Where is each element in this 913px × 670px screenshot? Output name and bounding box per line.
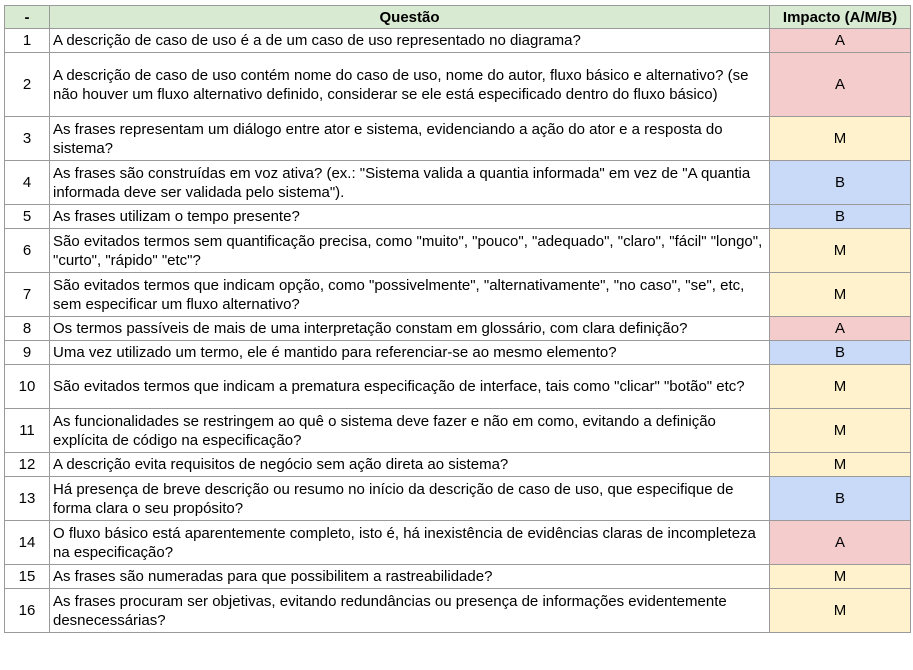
row-number: 1 (5, 29, 50, 53)
row-number: 10 (5, 365, 50, 409)
header-impact: Impacto (A/M/B) (770, 6, 911, 29)
row-number: 5 (5, 205, 50, 229)
row-number: 2 (5, 53, 50, 117)
table-row (5, 341, 911, 365)
impact-cell: B (770, 477, 911, 521)
question-text: São evitados termos que indicam a prematura especificação de interface, tais como "clicar" "botão" etc? (50, 365, 770, 409)
table-row (5, 229, 911, 273)
question-text: As frases representam um diálogo entre ator e sistema, evidenciando a ação do ator e a resposta do sistema? (50, 117, 770, 161)
question-text: A descrição de caso de uso contém nome do caso de uso, nome do autor, fluxo básico e alternativo? (se não houver um fluxo alternativo definido, considerar se ele está especificado dentro do fluxo básico) (50, 53, 770, 117)
table-row (5, 273, 911, 317)
impact-cell: B (770, 341, 911, 365)
row-number: 8 (5, 317, 50, 341)
question-text: O fluxo básico está aparentemente completo, isto é, há inexistência de evidências claras de incompleteza na especificação? (50, 521, 770, 565)
impact-cell: M (770, 409, 911, 453)
row-number: 7 (5, 273, 50, 317)
row-number: 14 (5, 521, 50, 565)
table-row (5, 477, 911, 521)
table-row (5, 365, 911, 409)
impact-cell: A (770, 53, 911, 117)
row-number: 13 (5, 477, 50, 521)
impact-cell: M (770, 453, 911, 477)
header-question: Questão (50, 6, 770, 29)
row-number: 12 (5, 453, 50, 477)
impact-cell: B (770, 205, 911, 229)
table-row (5, 317, 911, 341)
row-number: 6 (5, 229, 50, 273)
question-text: A descrição evita requisitos de negócio sem ação direta ao sistema? (50, 453, 770, 477)
question-text: As frases são construídas em voz ativa? (ex.: "Sistema valida a quantia informada" em vez de "A quantia informada deve ser validada pelo sistema"). (50, 161, 770, 205)
impact-cell: A (770, 521, 911, 565)
row-number: 15 (5, 565, 50, 589)
row-number: 4 (5, 161, 50, 205)
impact-cell: M (770, 565, 911, 589)
row-number: 3 (5, 117, 50, 161)
question-text: Há presença de breve descrição ou resumo no início da descrição de caso de uso, que especifique de forma clara o seu propósito? (50, 477, 770, 521)
row-number: 16 (5, 589, 50, 633)
question-text: Uma vez utilizado um termo, ele é mantido para referenciar-se ao mesmo elemento? (50, 341, 770, 365)
table-row (5, 409, 911, 453)
row-number: 11 (5, 409, 50, 453)
table-row (5, 565, 911, 589)
question-text: As funcionalidades se restringem ao quê o sistema deve fazer e não em como, evitando a definição explícita de código na especificação? (50, 409, 770, 453)
question-text: A descrição de caso de uso é a de um caso de uso representado no diagrama? (50, 29, 770, 53)
table-row (5, 53, 911, 117)
impact-cell: B (770, 161, 911, 205)
impact-cell: M (770, 117, 911, 161)
header-number: - (5, 6, 50, 29)
question-text: As frases procuram ser objetivas, evitando redundâncias ou presença de informações evidentemente desnecessárias? (50, 589, 770, 633)
impact-cell: A (770, 29, 911, 53)
impact-cell: A (770, 317, 911, 341)
impact-cell: M (770, 589, 911, 633)
table-row (5, 117, 911, 161)
impact-cell: M (770, 229, 911, 273)
question-text: As frases utilizam o tempo presente? (50, 205, 770, 229)
table-row (5, 521, 911, 565)
table-row (5, 161, 911, 205)
checklist-table (4, 5, 911, 633)
question-text: As frases são numeradas para que possibilitem a rastreabilidade? (50, 565, 770, 589)
question-text: Os termos passíveis de mais de uma interpretação constam em glossário, com clara definição? (50, 317, 770, 341)
table-row (5, 589, 911, 633)
table-row (5, 205, 911, 229)
question-text: São evitados termos sem quantificação precisa, como "muito", "pouco", "adequado", "claro", "fácil" "longo", "curto", "rápido" "etc"? (50, 229, 770, 273)
table-row (5, 29, 911, 53)
impact-cell: M (770, 273, 911, 317)
table-row (5, 453, 911, 477)
header-row (5, 6, 911, 29)
impact-cell: M (770, 365, 911, 409)
row-number: 9 (5, 341, 50, 365)
question-text: São evitados termos que indicam opção, como "possivelmente", "alternativamente", "no caso", "se", etc, sem especificar um fluxo alternativo? (50, 273, 770, 317)
